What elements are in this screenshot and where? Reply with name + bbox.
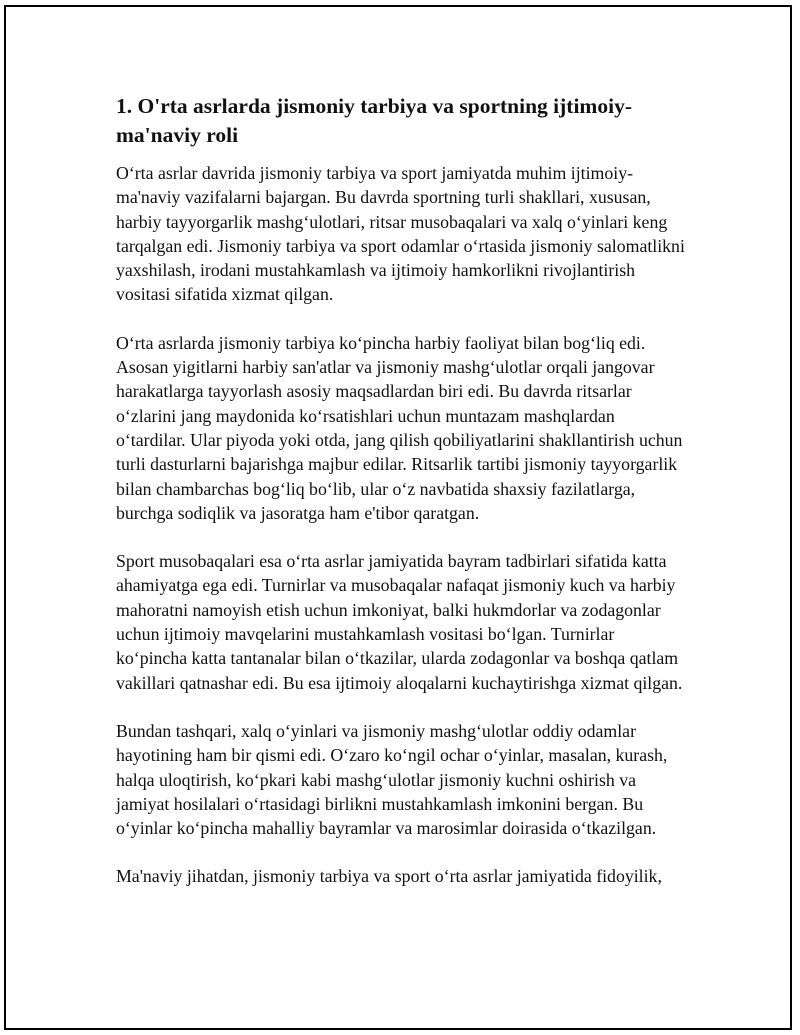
paragraph-5: Ma'naviy jihatdan, jismoniy tarbiya va sport o‘rta asrlar jamiyatida fidoyilik,	[116, 866, 662, 887]
document-body	[116, 92, 686, 913]
paragraph-3: Sport musobaqalari esa o‘rta asrlar jamiyatida bayram tadbirlari sifatida katta ahamiyatga ega edi. Turnirlar va musobaqalar nafaqat jismoniy kuch va harbiy mahoratni namoyish etish uchun imkoniyat, balki hukmdorlar va zodagonlar uchun ijtimoiy mavqelarini mustahkamlash vositasi bo‘lgan. Turnirlar ko‘pincha katta tantanalar bilan o‘tkazilar, ularda zodagonlar va boshqa qatlam vakillari qatnashar edi. Bu esa ijtimoiy aloqalarni kuchaytirishga xizmat qilgan.	[116, 551, 683, 693]
paragraph-4: Bundan tashqari, xalq o‘yinlari va jismoniy mashg‘ulotlar oddiy odamlar hayotining ham bir qismi edi. O‘zaro ko‘ngil ochar o‘yinlar, masalan, kurash, halqa uloqtirish, ko‘pkari kabi mashg‘ulotlar jismoniy kuchni oshirish va jamiyat hosilalari o‘rtasidagi birlikni mustahkamlash imkonini bergan. Bu o‘yinlar ko‘pincha mahalliy bayramlar va marosimlar doirasida o‘tkazilgan.	[116, 720, 668, 839]
section-heading: 1. O'rta asrlarda jismoniy tarbiya va sportning ijtimoiy-ma'naviy roli	[116, 94, 632, 147]
paragraph-2: O‘rta asrlarda jismoniy tarbiya ko‘pincha harbiy faoliyat bilan bog‘liq edi. Asosan yigitlarni harbiy san'atlar va jismoniy mashg‘ulotlar orqali jangovar harakatlarga tayyorlash asosiy maqsadlardan biri edi. Bu davrda ritsarlar o‘zlarini jang maydonida ko‘rsatishlari uchun muntazam mashqlardan o‘tardilar. Ular piyoda yoki otda, jang qilish qobiliyatlarini shakllantirish uchun turli dasturlarni bajarishga majbur edilar. Ritsarlik tartibi jismoniy tayyorgarlik bilan chambarchas bog‘liq bo‘lib, ular o‘z navbatida shaxsiy fazilatlarga, burchga sodiqlik va jasoratga ham e'tibor qaratgan.	[116, 332, 683, 523]
paragraph-1: O‘rta asrlar davrida jismoniy tarbiya va sport jamiyatda muhim ijtimoiy-ma'naviy vazifalarni bajargan. Bu davrda sportning turli shakllari, xususan, harbiy tayyorgarlik mashg‘ulotlari, ritsar musobaqalari va xalq o‘yinlari keng tarqalgan edi. Jismoniy tarbiya va sport odamlar o‘rtasida jismoniy salomatlikni yaxshilash, irodani mustahkamlash va ijtimoiy hamkorlikni rivojlantirish vositasi sifatida xizmat qilgan.	[116, 163, 685, 305]
